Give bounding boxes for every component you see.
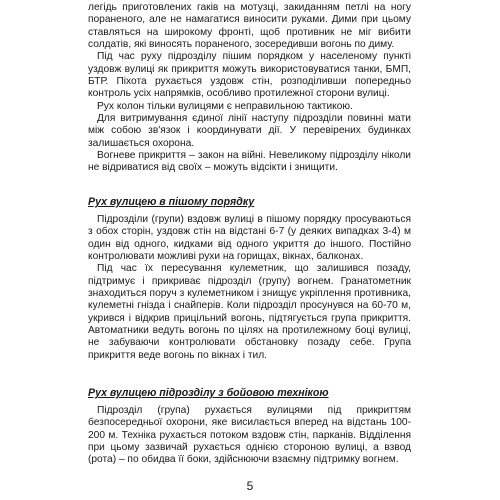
section-continuation bbox=[88, 2, 411, 175]
section-vehicle-movement bbox=[88, 405, 411, 467]
paragraph: легідь приготовлених гаків на мотузці, закиданням петлі на ногу пораненого, але не намагатися виносити руками. Дими при цьому ставляться на широкому фронті, щоб противник не міг вибити солдатів, які виносять пораненого, зосередивши вогонь по диму. bbox=[88, 2, 411, 51]
paragraph: Підрозділ (група) рухається вулицями під прикриттям безпосередньої охорони, яке висилається вперед на відстань 100-200 м. Техніка рухається потоком вздовж стін, парканів. Відділення при цьому зазвичай рухається однією стороною вулиці, а взвод (рота) – по обидва її боки, здійснюючи взаємну підтримку вогнем. bbox=[88, 405, 411, 466]
section-heading: Рух вулицею підрозділу з бойовою технікою bbox=[88, 387, 329, 399]
page-number: 5 bbox=[246, 479, 254, 493]
paragraph: Для витримування єдиної лінії наступу підрозділи повинні мати між собою зв'язок і координувати дії. У перевірених будинках залишається охорона. bbox=[88, 113, 411, 149]
paragraph: Підрозділи (групи) вздовж вулиці в пішому порядку просуваються з обох сторін, уздовж стін на відстані 6-7 (у деяких випадках 3-4) м один від одного, кидками від одного укриття до іншого. Постійно контролювати можливі рухи на горищах, вікнах, балконах. bbox=[88, 214, 411, 263]
section-foot-movement bbox=[88, 214, 411, 362]
paragraph: Вогневе прикриття – закон на війні. Невеликому підрозділу ніколи не відриватися від своїх – можуть відсікти і знищити. bbox=[88, 150, 411, 174]
paragraph: Під час руху підрозділу пішим порядком у населеному пункті уздовж вулиці як прикриття можуть використовуватися танки, БМП, БТР. Піхота рухається уздовж стін, розподіливши попередньо контроль усіх напрямків, особливо протилежної сторони вулиці. bbox=[88, 51, 411, 100]
section-heading: Рух вулицею в пішому порядку bbox=[88, 196, 255, 208]
paragraph: Рух колон тільки вулицями є неправильною тактикою. bbox=[97, 100, 353, 112]
paragraph: Під час їх пересування кулеметник, що залишився позаду, підтримує і прикриває підрозділ (групу) вогнем. Гранатометник знаходиться поруч з кулеметником і знищує укріплення противника, кулеметні гнізда і снайперів. Коли підрозділ просунувся на 60-70 м, укрився і відкрив прицільний вогонь, підтягується група прикриття. Автоматники ведуть вогонь по цілях на протилежному боці вулиці, не забуваючи контролювати обстановку позаду себе. Група прикриття веде вогонь по вікнах і тил. bbox=[88, 263, 411, 361]
